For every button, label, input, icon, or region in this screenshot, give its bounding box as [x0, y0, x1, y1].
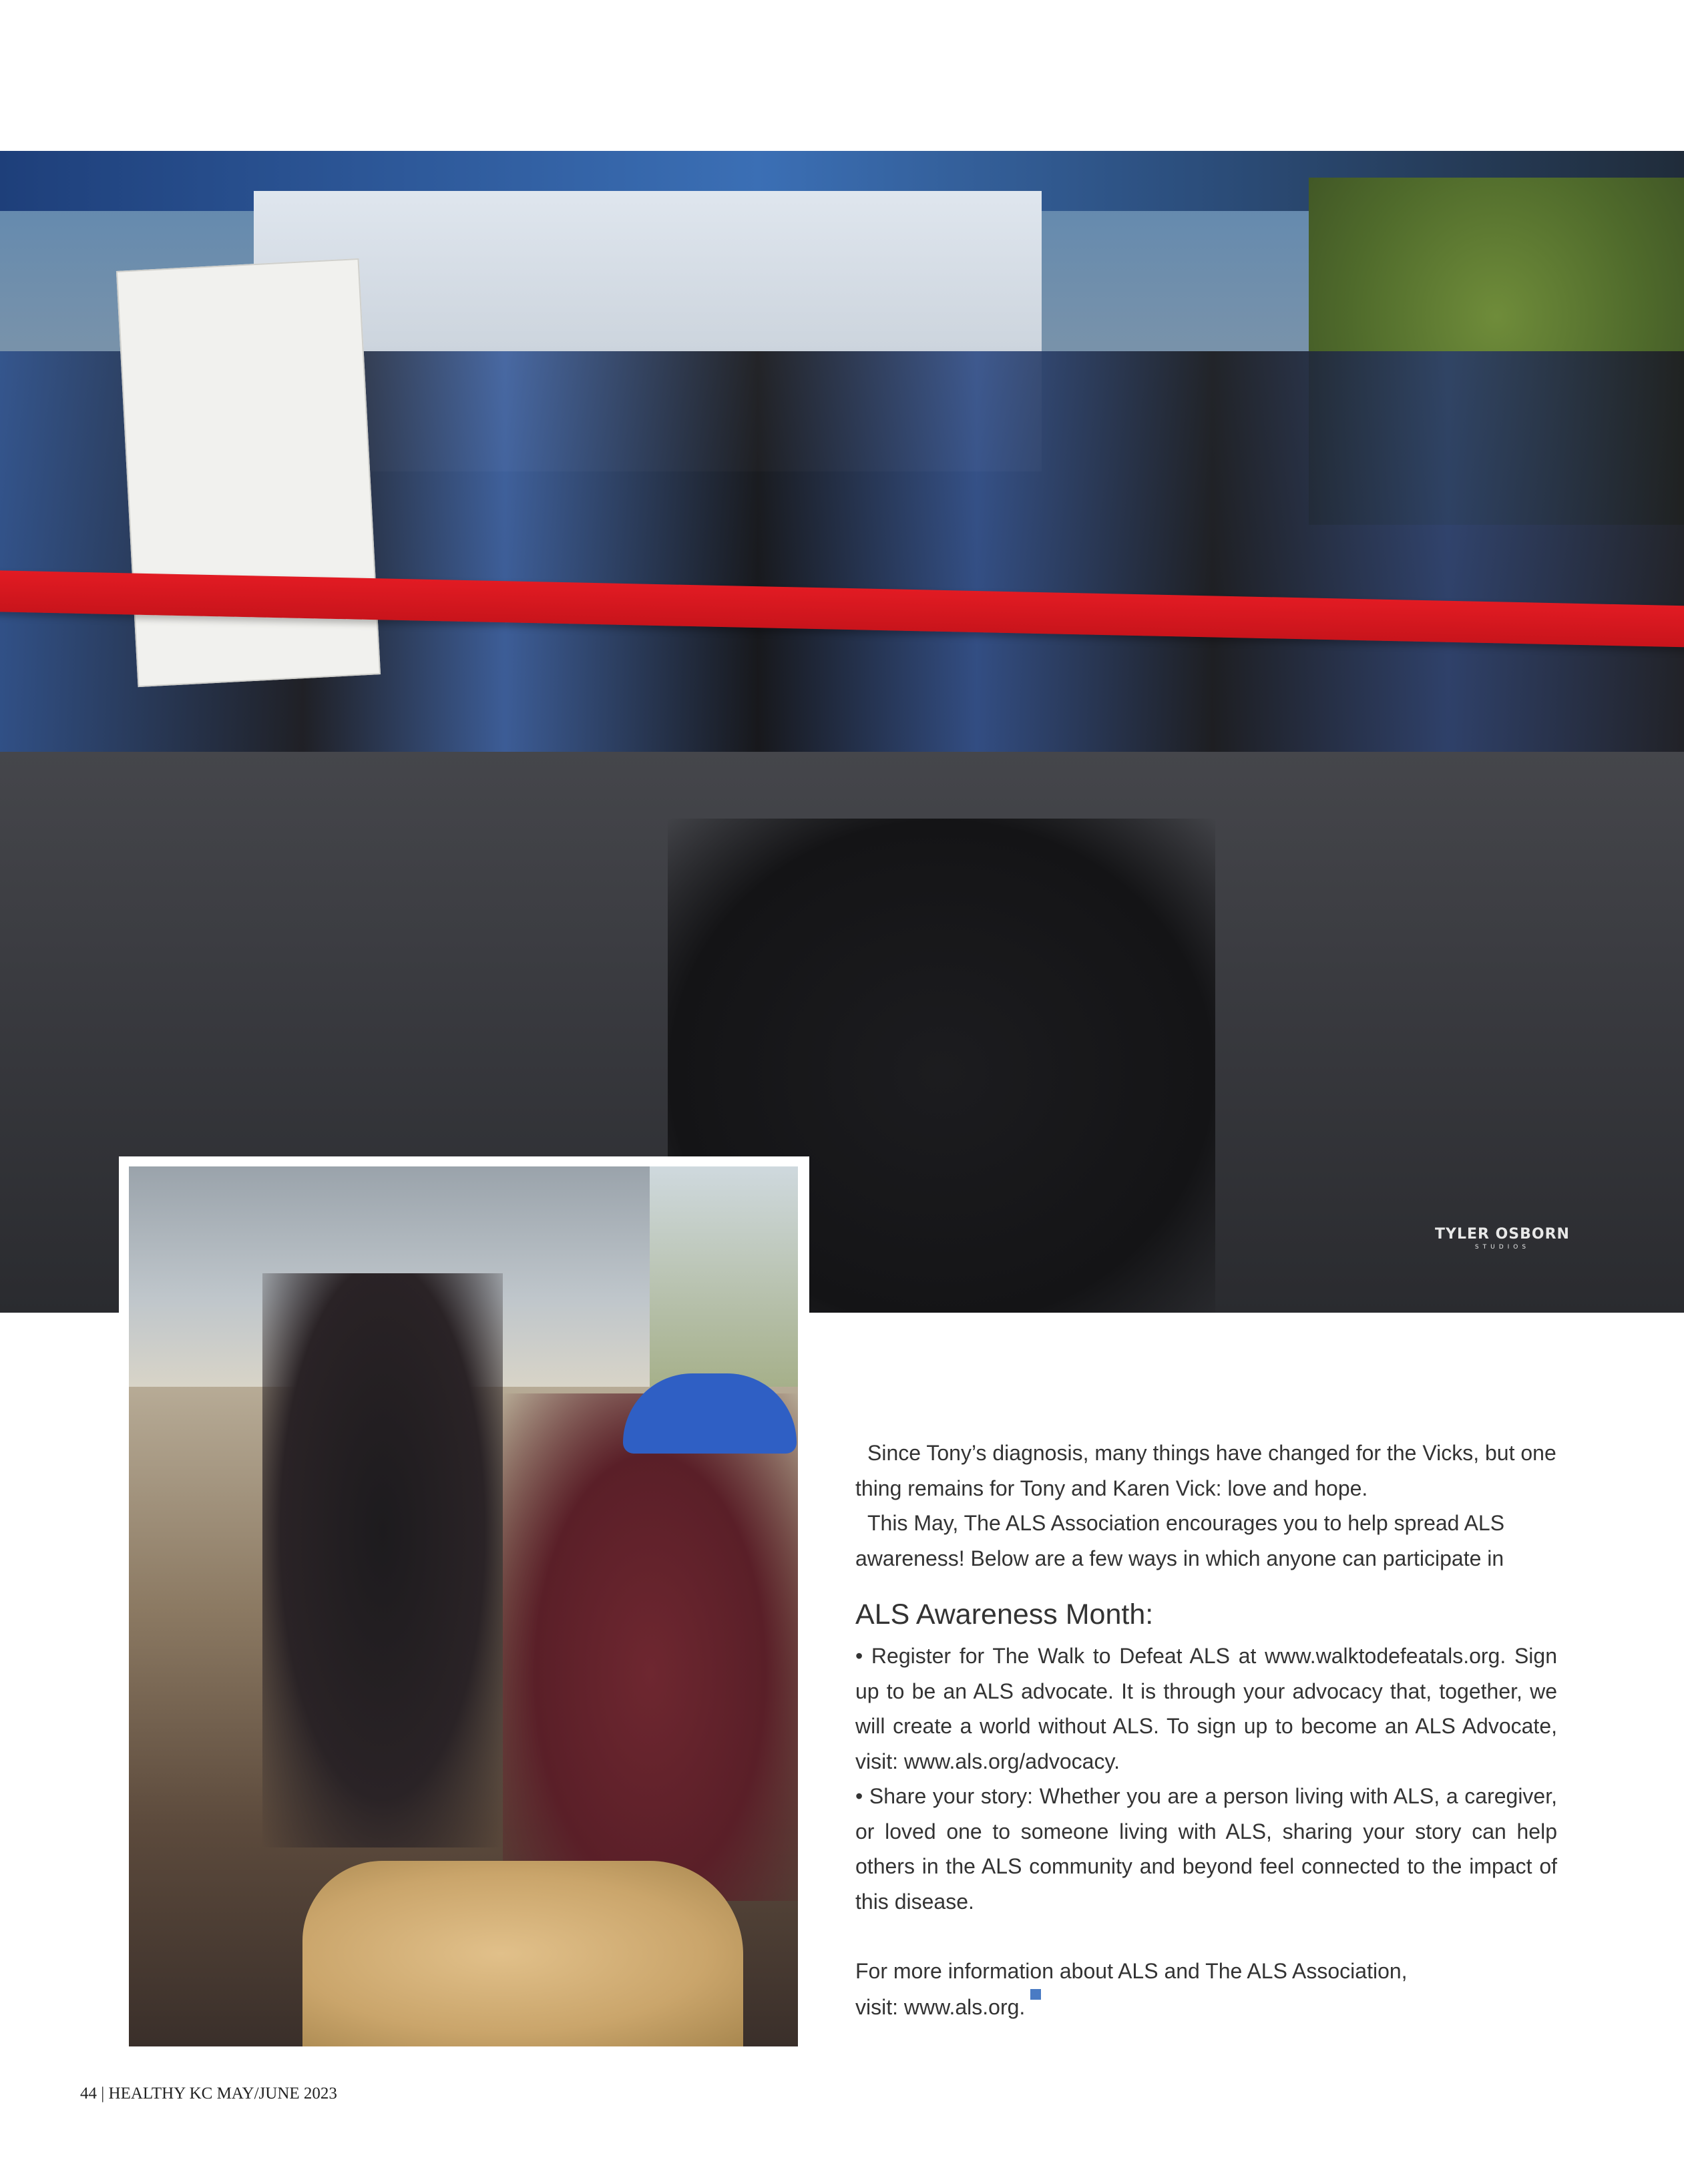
section-heading: ALS Awareness Month: [855, 1598, 1154, 1630]
inset-photo-couple [129, 1166, 798, 2046]
inset-plush-toy [302, 1861, 743, 2046]
article-paragraph: Since Tony’s diagnosis, many things have changed for the Vicks, but one thing remains for Tony and Karen Vick: love and hope. [855, 1441, 1556, 1500]
article-paragraph: This May, The ALS Association encourages you to help spread ALS awareness! Below are a few ways in which anyone can participate in [855, 1511, 1505, 1570]
publication-name: HEALTHY KC [108, 2085, 213, 2103]
photo-credit-sub: STUDIOS [1474, 1244, 1530, 1251]
inset-woman [262, 1273, 503, 1847]
page-footer [80, 2085, 337, 2103]
photo-credit [1429, 1226, 1576, 1251]
article-body [855, 1436, 1557, 2024]
inset-photo-frame [119, 1156, 809, 2056]
bullet-item: • Share your story: Whether you are a person living with ALS, a caregiver, or loved one to someone living with ALS, sharing your story can help others in the ALS community and beyond feel connected to the impact of this disease. [855, 1784, 1557, 1914]
more-info-line1: For more information about ALS and The ALS Association, [855, 1959, 1408, 1983]
more-info-line2: visit: www.als.org. [855, 1994, 1026, 2019]
inset-man [503, 1393, 798, 1901]
page-number: 44 [80, 2085, 97, 2103]
issue-date: MAY/JUNE 2023 [216, 2085, 337, 2103]
inset-sky-trees [650, 1166, 798, 1387]
more-info [855, 1954, 1557, 2024]
bullet-item: • Register for The Walk to Defeat ALS at www.walktodefeatals.org. Sign up to be an ALS advocate. It is through your advocacy that, together, we will create a world without ALS. To sign up to become an ALS Advocate, visit: www.als.org/advocacy. [855, 1644, 1557, 1773]
photo-faith-banner [116, 258, 381, 687]
end-mark-icon [1030, 1989, 1041, 2000]
photo-credit-name: TYLER OSBORN [1435, 1226, 1570, 1243]
main-photo-ribbon-cutting [0, 151, 1684, 1313]
footer-separator: | [97, 2085, 109, 2103]
